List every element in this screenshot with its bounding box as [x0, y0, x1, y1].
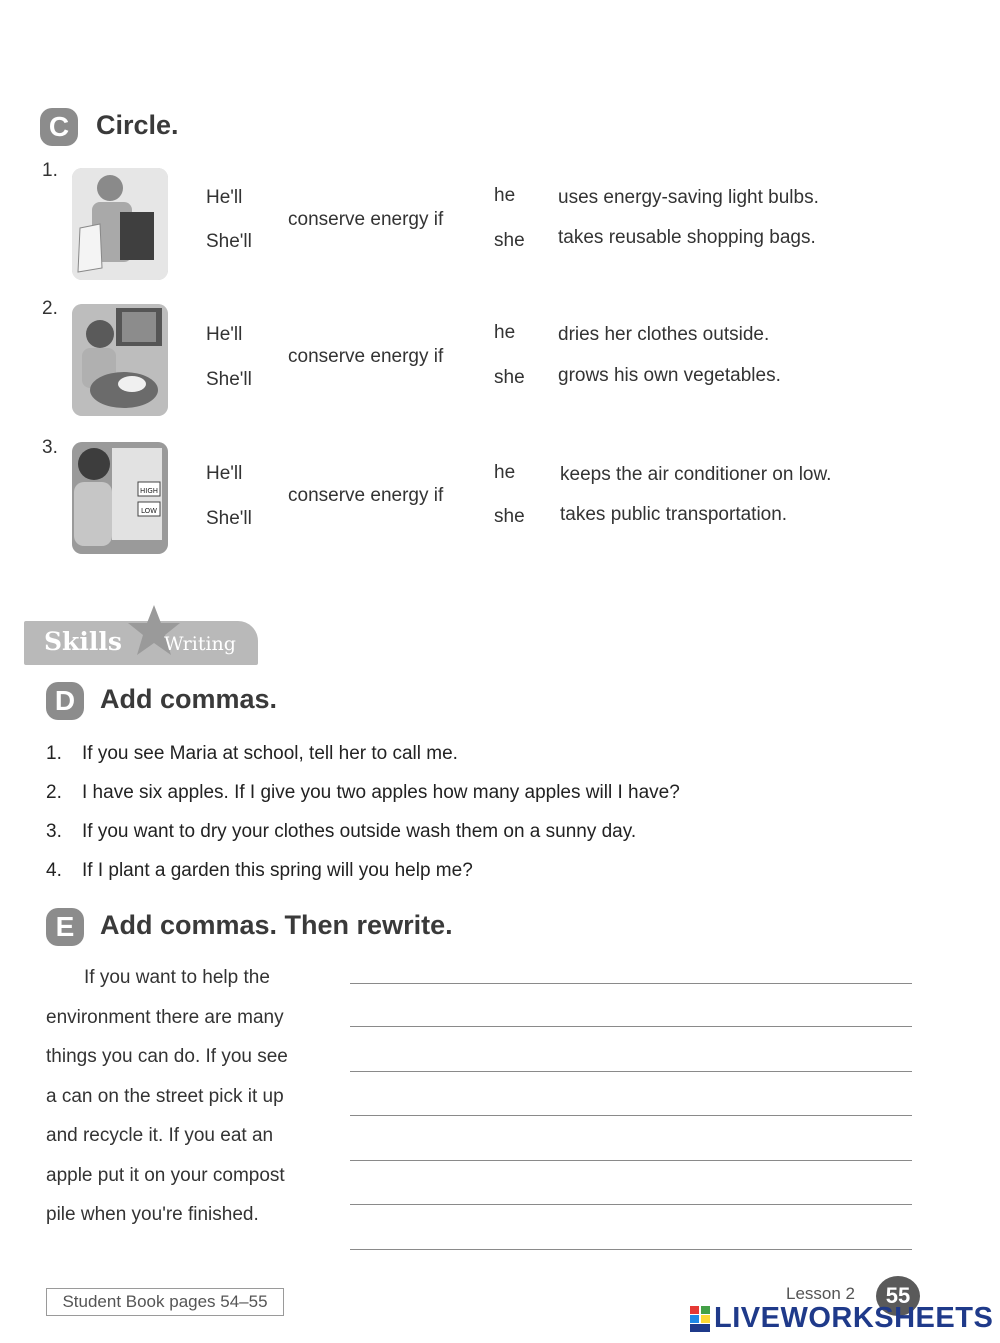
item-3-picture: [72, 442, 168, 554]
item-1-middle: conserve energy if: [288, 209, 444, 230]
e-paragraph-line: things you can do. If you see: [46, 1046, 288, 1067]
liveworksheets-logo-icon: [690, 1306, 710, 1332]
item-3-number: 3.: [42, 437, 58, 458]
item-1-option-she[interactable]: she: [494, 230, 525, 251]
thermostat-low-label: LOW: [140, 507, 158, 515]
item-2-number: 2.: [42, 298, 58, 319]
item-2-option-hell[interactable]: He'll: [206, 324, 243, 345]
item-2-middle: conserve energy if: [288, 346, 444, 367]
skills-writing-banner: [24, 621, 258, 665]
item-2-ending-a[interactable]: dries her clothes outside.: [558, 324, 770, 345]
item-3-option-he[interactable]: he: [494, 462, 516, 483]
e-paragraph: [46, 958, 336, 1235]
item-1-ending-b[interactable]: takes reusable shopping bags.: [558, 227, 816, 248]
liveworksheets-wordmark: LIVEWORKSHEETS: [714, 1302, 994, 1334]
item-1-number: 1.: [42, 160, 58, 181]
d-item-4[interactable]: 4. If I plant a garden this spring will you help me?: [46, 860, 473, 881]
e-paragraph-line: pile when you're finished.: [46, 1204, 259, 1225]
lesson-label: Lesson 2: [786, 1284, 855, 1303]
writing-label: Writing: [164, 633, 236, 655]
item-2-option-shell[interactable]: She'll: [206, 369, 252, 390]
writing-line-1[interactable]: [350, 983, 912, 984]
student-book-reference: Student Book pages 54–55: [46, 1288, 284, 1316]
item-3-option-she[interactable]: she: [494, 506, 525, 527]
item-3-middle: conserve energy if: [288, 485, 444, 506]
section-d-title: Add commas.: [100, 684, 278, 714]
d-item-1[interactable]: 1. If you see Maria at school, tell her to call me.: [46, 743, 458, 764]
e-paragraph-line: apple put it on your compost: [46, 1164, 285, 1186]
item-2-picture: [72, 304, 168, 416]
page-number-badge: 55: [876, 1276, 920, 1316]
e-paragraph-line: environment there are many: [46, 1006, 284, 1028]
item-1-option-shell[interactable]: She'll: [206, 231, 252, 252]
e-paragraph-line: a can on the street pick it up: [46, 1085, 284, 1107]
item-3-option-shell[interactable]: She'll: [206, 508, 252, 529]
item-1-picture: [72, 168, 168, 280]
writing-line-3[interactable]: [350, 1071, 912, 1072]
section-e-badge: E: [46, 908, 84, 946]
item-3-option-hell[interactable]: He'll: [206, 463, 243, 484]
thermostat-high-label: HIGH: [139, 487, 159, 495]
item-2-option-he[interactable]: he: [494, 322, 516, 343]
writing-line-7[interactable]: [350, 1249, 912, 1250]
writing-line-2[interactable]: [350, 1026, 912, 1027]
e-paragraph-line: If you want to help the: [84, 967, 270, 988]
item-3-ending-b[interactable]: takes public transportation.: [560, 504, 788, 525]
d-item-2[interactable]: 2. I have six apples. If I give you two apples how many apples will I have?: [46, 782, 680, 803]
item-1-option-hell[interactable]: He'll: [206, 187, 243, 208]
item-3-ending-a[interactable]: keeps the air conditioner on low.: [560, 464, 832, 485]
section-e-title: Add commas. Then rewrite.: [100, 910, 453, 940]
writing-line-5[interactable]: [350, 1160, 912, 1161]
item-2-option-she[interactable]: she: [494, 367, 525, 388]
item-2-ending-b[interactable]: grows his own vegetables.: [558, 365, 781, 386]
section-c-badge: C: [40, 108, 78, 146]
section-c-title: Circle.: [96, 110, 179, 140]
item-1-ending-a[interactable]: uses energy-saving light bulbs.: [558, 187, 819, 208]
e-paragraph-line: and recycle it. If you eat an: [46, 1125, 274, 1146]
writing-line-6[interactable]: [350, 1204, 912, 1205]
skills-label: Skills: [44, 627, 122, 656]
writing-line-4[interactable]: [350, 1115, 912, 1116]
section-d-badge: D: [46, 682, 84, 720]
item-1-option-he[interactable]: he: [494, 185, 516, 206]
liveworksheets-logo: [690, 1302, 993, 1335]
d-item-3[interactable]: 3. If you want to dry your clothes outside wash them on a sunny day.: [46, 821, 637, 842]
